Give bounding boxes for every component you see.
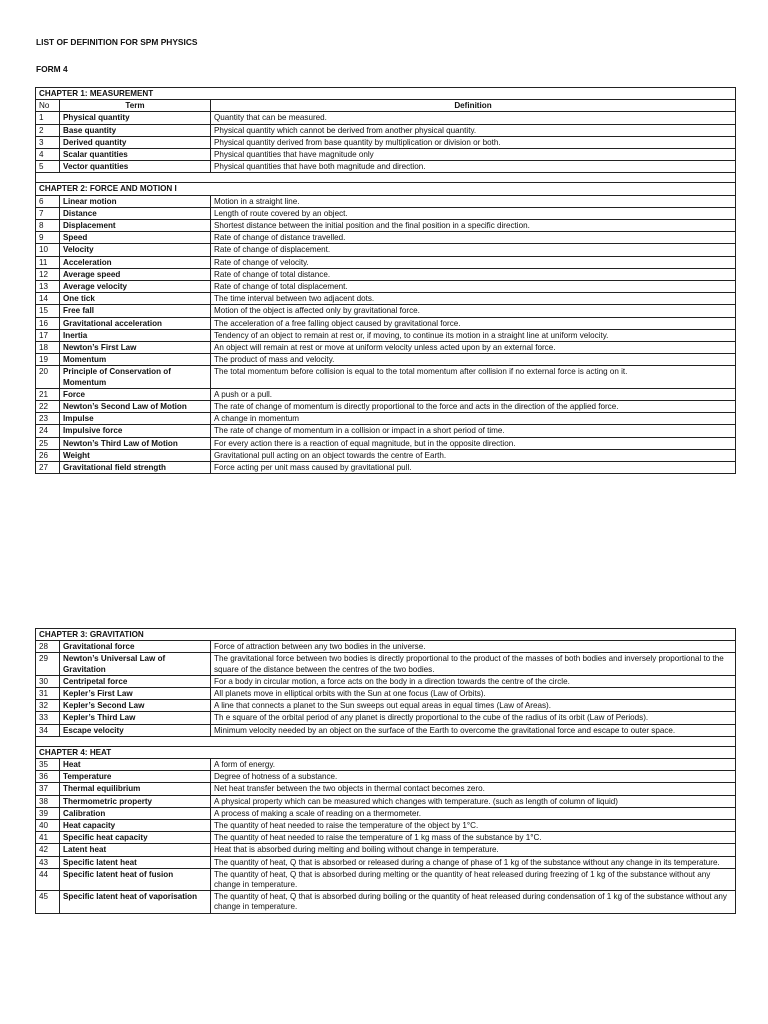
table-row xyxy=(36,329,736,341)
row-number: 16 xyxy=(36,317,60,329)
row-term: Newton’s First Law xyxy=(60,342,211,354)
row-term: Force xyxy=(60,388,211,400)
row-number: 7 xyxy=(36,207,60,219)
row-definition: Heat that is absorbed during melting and boiling without change in temperature. xyxy=(211,844,736,856)
chapter-title: CHAPTER 1: MEASUREMENT xyxy=(36,88,736,100)
row-number: 11 xyxy=(36,256,60,268)
row-definition: The rate of change of momentum is directly proportional to the force and acts in the direction of the applied force. xyxy=(211,401,736,413)
table-row xyxy=(36,437,736,449)
row-term: Gravitational force xyxy=(60,641,211,653)
row-number: 34 xyxy=(36,724,60,736)
chapter-heading-row xyxy=(36,629,736,641)
row-term: Gravitational acceleration xyxy=(60,317,211,329)
row-number: 6 xyxy=(36,195,60,207)
table-row xyxy=(36,149,736,161)
row-number: 29 xyxy=(36,653,60,675)
row-number: 5 xyxy=(36,161,60,173)
row-definition: Quantity that can be measured. xyxy=(211,112,736,124)
table-row xyxy=(36,354,736,366)
table-row xyxy=(36,868,736,890)
row-number: 41 xyxy=(36,832,60,844)
row-definition: The quantity of heat, Q that is absorbed or released during a change of phase of 1 kg of the substance without any change in its temperature. xyxy=(211,856,736,868)
table-row xyxy=(36,220,736,232)
row-number: 15 xyxy=(36,305,60,317)
row-term: Derived quantity xyxy=(60,136,211,148)
spacer-cell xyxy=(36,173,736,183)
table-row xyxy=(36,724,736,736)
row-number: 19 xyxy=(36,354,60,366)
row-term: Kepler’s Third Law xyxy=(60,712,211,724)
row-term: Temperature xyxy=(60,771,211,783)
row-term: One tick xyxy=(60,293,211,305)
definitions-table-1 xyxy=(35,87,736,474)
row-term: Average velocity xyxy=(60,281,211,293)
row-term: Newton’s Universal Law of Gravitation xyxy=(60,653,211,675)
table-row xyxy=(36,832,736,844)
row-definition: Motion of the object is affected only by gravitational force. xyxy=(211,305,736,317)
row-definition: Rate of change of velocity. xyxy=(211,256,736,268)
table-row xyxy=(36,401,736,413)
row-number: 27 xyxy=(36,462,60,474)
row-number: 2 xyxy=(36,124,60,136)
row-term: Escape velocity xyxy=(60,724,211,736)
row-definition: A process of making a scale of reading on a thermometer. xyxy=(211,807,736,819)
table-row xyxy=(36,244,736,256)
row-number: 43 xyxy=(36,856,60,868)
row-definition: A line that connects a planet to the Sun sweeps out equal areas in equal times (Law of Areas). xyxy=(211,700,736,712)
row-term: Centripetal force xyxy=(60,675,211,687)
row-term: Inertia xyxy=(60,329,211,341)
row-number: 18 xyxy=(36,342,60,354)
row-definition: Physical quantity derived from base quantity by multiplication or division or both. xyxy=(211,136,736,148)
row-definition: For a body in circular motion, a force acts on the body in a direction towards the centre of the circle. xyxy=(211,675,736,687)
row-number: 4 xyxy=(36,149,60,161)
row-definition: All planets move in elliptical orbits with the Sun at one focus (Law of Orbits). xyxy=(211,688,736,700)
row-definition: The product of mass and velocity. xyxy=(211,354,736,366)
row-number: 35 xyxy=(36,759,60,771)
table-row xyxy=(36,807,736,819)
row-definition: A form of energy. xyxy=(211,759,736,771)
row-term: Vector quantities xyxy=(60,161,211,173)
table-row xyxy=(36,641,736,653)
row-definition: The quantity of heat needed to raise the temperature of the object by 1°C. xyxy=(211,820,736,832)
table-row xyxy=(36,293,736,305)
table-row xyxy=(36,268,736,280)
row-definition: Motion in a straight line. xyxy=(211,195,736,207)
row-definition: Net heat transfer between the two objects in thermal contact becomes zero. xyxy=(211,783,736,795)
chapter-heading-row xyxy=(36,88,736,100)
table-row xyxy=(36,712,736,724)
row-definition: The quantity of heat needed to raise the temperature of 1 kg mass of the substance by 1°C. xyxy=(211,832,736,844)
row-number: 40 xyxy=(36,820,60,832)
row-number: 42 xyxy=(36,844,60,856)
row-number: 20 xyxy=(36,366,60,388)
chapter-title: CHAPTER 3: GRAVITATION xyxy=(36,629,736,641)
row-number: 21 xyxy=(36,388,60,400)
row-definition: Rate of change of total displacement. xyxy=(211,281,736,293)
row-term: Thermometric property xyxy=(60,795,211,807)
row-number: 33 xyxy=(36,712,60,724)
row-term: Average speed xyxy=(60,268,211,280)
row-number: 26 xyxy=(36,449,60,461)
row-definition: Th e square of the orbital period of any planet is directly proportional to the cube of the radius of its orbit (Law of Periods). xyxy=(211,712,736,724)
row-term: Displacement xyxy=(60,220,211,232)
row-number: 17 xyxy=(36,329,60,341)
header-no: No xyxy=(36,100,60,112)
row-number: 44 xyxy=(36,868,60,890)
row-definition: The rate of change of momentum in a collision or impact in a short period of time. xyxy=(211,425,736,437)
row-term: Kepler’s First Law xyxy=(60,688,211,700)
row-number: 28 xyxy=(36,641,60,653)
page-title: LIST OF DEFINITION FOR SPM PHYSICS xyxy=(36,37,198,47)
row-number: 24 xyxy=(36,425,60,437)
row-term: Free fall xyxy=(60,305,211,317)
table-row xyxy=(36,124,736,136)
table-row xyxy=(36,281,736,293)
row-definition: A change in momentum xyxy=(211,413,736,425)
table-row xyxy=(36,675,736,687)
table-row xyxy=(36,305,736,317)
row-number: 8 xyxy=(36,220,60,232)
spacer-row xyxy=(36,173,736,183)
row-number: 31 xyxy=(36,688,60,700)
definitions-table-2 xyxy=(35,628,736,914)
table-row xyxy=(36,856,736,868)
row-number: 25 xyxy=(36,437,60,449)
row-number: 14 xyxy=(36,293,60,305)
row-term: Specific latent heat of vaporisation xyxy=(60,891,211,913)
row-term: Gravitational field strength xyxy=(60,462,211,474)
row-number: 23 xyxy=(36,413,60,425)
table-row xyxy=(36,342,736,354)
row-term: Scalar quantities xyxy=(60,149,211,161)
spacer-cell xyxy=(36,736,736,746)
row-number: 1 xyxy=(36,112,60,124)
table-row xyxy=(36,207,736,219)
row-definition: Force of attraction between any two bodies in the universe. xyxy=(211,641,736,653)
table-row xyxy=(36,771,736,783)
row-number: 32 xyxy=(36,700,60,712)
table-row xyxy=(36,256,736,268)
row-term: Impulsive force xyxy=(60,425,211,437)
row-term: Thermal equilibrium xyxy=(60,783,211,795)
row-definition: Physical quantities that have both magnitude and direction. xyxy=(211,161,736,173)
row-number: 38 xyxy=(36,795,60,807)
row-number: 36 xyxy=(36,771,60,783)
table-row xyxy=(36,425,736,437)
row-term: Kepler’s Second Law xyxy=(60,700,211,712)
row-definition: Physical quantities that have magnitude only xyxy=(211,149,736,161)
row-definition: The total momentum before collision is equal to the total momentum after collision if no external force is acting on it. xyxy=(211,366,736,388)
table-row xyxy=(36,317,736,329)
row-definition: Length of route covered by an object. xyxy=(211,207,736,219)
row-definition: The acceleration of a free falling object caused by gravitational force. xyxy=(211,317,736,329)
table-row xyxy=(36,449,736,461)
row-definition: Degree of hotness of a substance. xyxy=(211,771,736,783)
header-definition: Definition xyxy=(211,100,736,112)
table-row xyxy=(36,844,736,856)
row-term: Latent heat xyxy=(60,844,211,856)
table-row xyxy=(36,820,736,832)
spacer-row xyxy=(36,736,736,746)
row-number: 22 xyxy=(36,401,60,413)
chapter-title: CHAPTER 2: FORCE AND MOTION I xyxy=(36,183,736,195)
row-term: Momentum xyxy=(60,354,211,366)
row-number: 45 xyxy=(36,891,60,913)
row-definition: Force acting per unit mass caused by gravitational pull. xyxy=(211,462,736,474)
row-definition: Physical quantity which cannot be derived from another physical quantity. xyxy=(211,124,736,136)
row-term: Weight xyxy=(60,449,211,461)
table-row xyxy=(36,700,736,712)
row-term: Linear motion xyxy=(60,195,211,207)
table-row xyxy=(36,388,736,400)
table-row xyxy=(36,161,736,173)
row-term: Calibration xyxy=(60,807,211,819)
row-term: Heat xyxy=(60,759,211,771)
row-number: 37 xyxy=(36,783,60,795)
row-definition: The gravitational force between two bodies is directly proportional to the product of the masses of both bodies and inversely proportional to the square of the distance between the centres of the two bodies. xyxy=(211,653,736,675)
table-row xyxy=(36,112,736,124)
row-term: Speed xyxy=(60,232,211,244)
row-definition: Gravitational pull acting on an object towards the centre of Earth. xyxy=(211,449,736,461)
row-term: Base quantity xyxy=(60,124,211,136)
table-row xyxy=(36,688,736,700)
table-row xyxy=(36,759,736,771)
row-term: Specific heat capacity xyxy=(60,832,211,844)
row-term: Physical quantity xyxy=(60,112,211,124)
row-number: 12 xyxy=(36,268,60,280)
table-row xyxy=(36,795,736,807)
table-row xyxy=(36,462,736,474)
row-definition: The quantity of heat, Q that is absorbed during melting or the quantity of heat released during freezing of 1 kg of the substance without any change in temperature. xyxy=(211,868,736,890)
row-number: 13 xyxy=(36,281,60,293)
row-definition: A physical property which can be measured which changes with temperature. (such as length of column of liquid) xyxy=(211,795,736,807)
chapter-title: CHAPTER 4: HEAT xyxy=(36,746,736,758)
table-row xyxy=(36,891,736,913)
row-term: Velocity xyxy=(60,244,211,256)
table-row xyxy=(36,413,736,425)
row-term: Specific latent heat of fusion xyxy=(60,868,211,890)
row-definition: For every action there is a reaction of equal magnitude, but in the opposite direction. xyxy=(211,437,736,449)
chapter-heading-row xyxy=(36,746,736,758)
row-term: Distance xyxy=(60,207,211,219)
row-number: 30 xyxy=(36,675,60,687)
table-row xyxy=(36,136,736,148)
row-term: Heat capacity xyxy=(60,820,211,832)
row-definition: Minimum velocity needed by an object on the surface of the Earth to overcome the gravitational force and escape to outer space. xyxy=(211,724,736,736)
row-definition: Rate of change of distance travelled. xyxy=(211,232,736,244)
row-term: Newton’s Third Law of Motion xyxy=(60,437,211,449)
table-row xyxy=(36,783,736,795)
row-term: Principle of Conservation of Momentum xyxy=(60,366,211,388)
row-definition: An object will remain at rest or move at uniform velocity unless acted upon by an external force. xyxy=(211,342,736,354)
row-term: Acceleration xyxy=(60,256,211,268)
row-number: 39 xyxy=(36,807,60,819)
row-definition: Rate of change of displacement. xyxy=(211,244,736,256)
row-definition: The time interval between two adjacent dots. xyxy=(211,293,736,305)
row-number: 9 xyxy=(36,232,60,244)
row-definition: The quantity of heat, Q that is absorbed during boiling or the quantity of heat released during condensation of 1 kg of the substance without any change in temperature. xyxy=(211,891,736,913)
table-row xyxy=(36,653,736,675)
header-term: Term xyxy=(60,100,211,112)
row-number: 3 xyxy=(36,136,60,148)
table-header-row xyxy=(36,100,736,112)
row-definition: A push or a pull. xyxy=(211,388,736,400)
row-number: 10 xyxy=(36,244,60,256)
table-row xyxy=(36,232,736,244)
row-definition: Tendency of an object to remain at rest or, if moving, to continue its motion in a straight line at uniform velocity. xyxy=(211,329,736,341)
table-row xyxy=(36,366,736,388)
row-term: Impulse xyxy=(60,413,211,425)
row-definition: Rate of change of total distance. xyxy=(211,268,736,280)
row-term: Newton’s Second Law of Motion xyxy=(60,401,211,413)
chapter-heading-row xyxy=(36,183,736,195)
row-definition: Shortest distance between the initial position and the final position in a specific direction. xyxy=(211,220,736,232)
table-row xyxy=(36,195,736,207)
form-label: FORM 4 xyxy=(36,64,68,74)
row-term: Specific latent heat xyxy=(60,856,211,868)
